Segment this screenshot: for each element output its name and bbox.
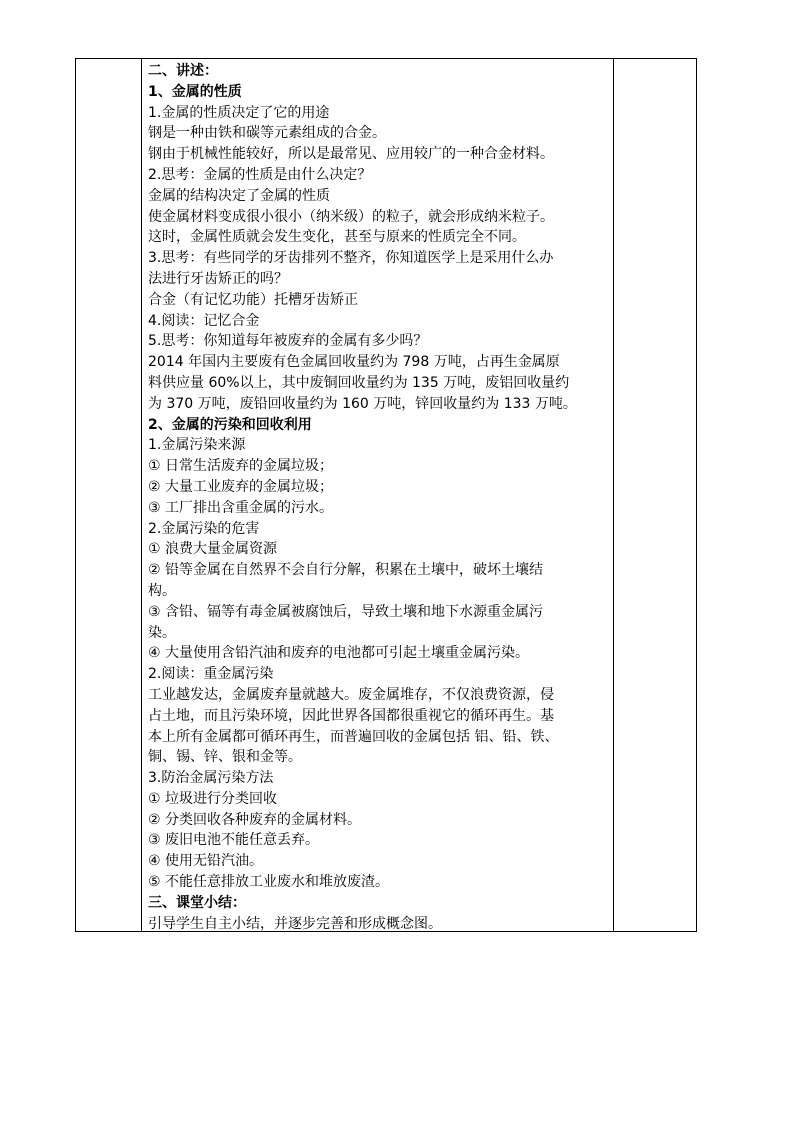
text-line: ④ 使用无铅汽油。	[148, 853, 264, 870]
text-line: 构。	[148, 582, 176, 599]
text-line: 引导学生自主小结，并逐步完善和形成概念图。	[148, 915, 442, 932]
text-line: 这时，金属性质就会发生变化，甚至与原来的性质完全不同。	[148, 229, 526, 246]
text-line: 料供应量 60%以上，其中废铜回收量约为 135 万吨，废铝回收量约	[148, 374, 570, 391]
text-line: 合金（有记忆功能）托槽牙齿矫正	[148, 291, 358, 308]
text-line: 钢是一种由铁和碳等元素组成的合金。	[148, 125, 386, 142]
text-line: 法进行牙齿矫正的吗？	[148, 270, 288, 287]
text-line: 钢由于机械性能较好，所以是最常见、应用较广的一种合金材料。	[148, 146, 554, 163]
text-line: 5.思考：你知道每年被废弃的金属有多少吗？	[148, 333, 428, 350]
section-heading: 三、课堂小结：	[148, 894, 246, 911]
text-line: 2014 年国内主要废有色金属回收量约为 798 万吨，占再生金属原	[148, 354, 560, 371]
text-line: 1.金属的性质决定了它的用途	[148, 104, 330, 121]
right-column-cell	[613, 59, 696, 931]
left-column-cell	[76, 59, 142, 931]
text-line: 染。	[148, 624, 176, 641]
text-line: ① 日常生活废弃的金属垃圾；	[148, 458, 334, 475]
text-line: 2.思考：金属的性质是由什么决定？	[148, 166, 372, 183]
text-line: 占土地，而且污染环境，因此世界各国都很重视它的循环再生。基	[148, 707, 554, 724]
content-cell	[142, 59, 615, 931]
text-line: 2.金属污染的危害	[148, 520, 260, 537]
text-line: 4.阅读：记忆合金	[148, 312, 260, 329]
text-line: 2.阅读：重金属污染	[148, 666, 274, 683]
text-line: 为 370 万吨，废铅回收量约为 160 万吨，锌回收量约为 133 万吨。	[148, 395, 577, 412]
text-line: ⑤ 不能任意排放工业废水和堆放废渣。	[148, 874, 389, 891]
lesson-table	[75, 58, 697, 932]
text-line: ③ 工厂排出含重金属的污水。	[148, 499, 334, 516]
text-line: ② 分类回收各种废弃的金属材料。	[148, 811, 362, 828]
section-heading: 1、金属的性质	[148, 83, 242, 100]
text-line: 本上所有金属都可循环再生，而普遍回收的金属包括 铝、铅、铁、	[148, 728, 559, 745]
section-heading: 2、金属的污染和回收利用	[148, 416, 312, 433]
text-line: 使金属材料变成很小很小（纳米级）的粒子，就会形成纳米粒子。	[148, 208, 554, 225]
text-line: 1.金属污染来源	[148, 437, 246, 454]
text-line: ④ 大量使用含铅汽油和废弃的电池都可引起土壤重金属污染。	[148, 645, 529, 662]
section-heading: 二、讲述：	[148, 63, 218, 79]
text-line: 工业越发达，金属废弃量就越大。废金属堆存，不仅浪费资源，侵	[148, 686, 554, 703]
text-line: 金属的结构决定了金属的性质	[148, 187, 330, 204]
text-line: 3.防治金属污染方法	[148, 770, 274, 787]
text-line: ② 大量工业废弃的金属垃圾；	[148, 478, 334, 495]
text-line: ③ 废旧电池不能任意丢弃。	[148, 832, 320, 849]
text-line: ② 铅等金属在自然界不会自行分解，积累在土壤中，破坏土壤结	[148, 562, 543, 579]
text-line: 铜、锡、锌、银和金等。	[148, 749, 302, 766]
text-line: 3.思考：有些同学的牙齿排列不整齐，你知道医学上是采用什么办	[148, 250, 554, 267]
text-line: ① 浪费大量金属资源	[148, 541, 278, 558]
text-line: ③ 含铅、镉等有毒金属被腐蚀后，导致土壤和地下水源重金属污	[148, 603, 543, 620]
text-line: ① 垃圾进行分类回收	[148, 790, 278, 807]
